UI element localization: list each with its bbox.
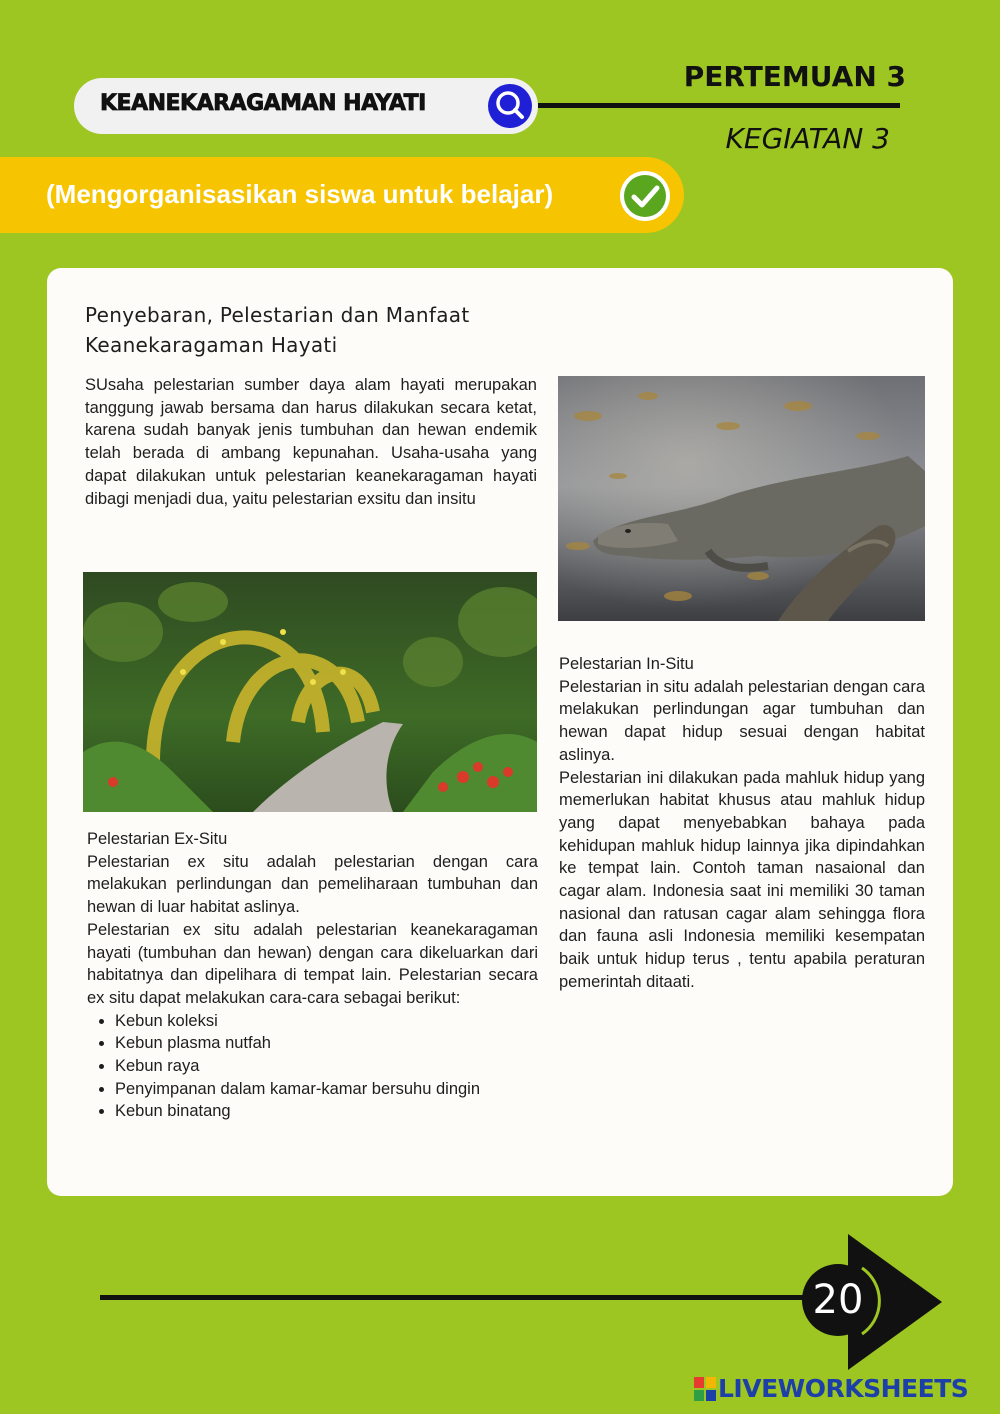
topic-title: KEANEKARAGAMAN HAYATI: [100, 91, 426, 116]
ex-situ-paragraph-1: Pelestarian ex situ adalah pelestarian dengan cara melakukan perlindungan dan pemeliharaan tumbuhan dan hewan di luar habitat aslinya.: [87, 852, 538, 917]
ex-situ-section: [87, 828, 538, 1123]
search-icon: [488, 84, 532, 128]
intro-paragraph: SUsaha pelestarian sumber daya alam hayati merupakan tanggung jawab bersama dan harus dilakukan secara ketat, karena sudah banyak jenis tumbuhan dan hewan endemik telah berada di ambang kepunahan. Usaha-usaha yang dapat dilakukan untuk pelestarian keanekaragaman hayati dibagi menjadi dua, yaitu pelestarian exsitu dan insitu: [85, 376, 537, 508]
komodo-photo: [558, 376, 925, 621]
ex-situ-list: [87, 1010, 538, 1124]
in-situ-paragraph-1: Pelestarian in situ adalah pelestarian dengan cara melakukan perlindungan agar tumbuhan dan hewan dapat hidup sesuai dengan habitat aslinya.: [559, 677, 925, 764]
in-situ-paragraph-2: Pelestarian ini dilakukan pada mahluk hidup yang memerlukan habitat khusus atau mahluk hidup yang dapat menyebabkan bahaya pada kehidupan mahluk hidup lainnya jika dipindahkan ke tempat lain. Contoh taman nasaional dan cagar alam. Indonesia saat ini memiliki 30 taman nasional dan ratusan cagar alam sehingga flora dan fauna asli Indonesia memiliki kesempatan baik untuk hidup terus , tentu apabila peraturan pemerintah ditaati.: [559, 768, 925, 991]
header-divider: [538, 103, 900, 108]
ex-situ-title: Pelestarian Ex-Situ: [87, 830, 228, 848]
step-banner: [0, 157, 684, 233]
page-number: 20: [812, 1277, 864, 1323]
list-item: • Penyimpanan dalam kamar-kamar bersuhu dingin: [115, 1078, 538, 1101]
step-text: (Mengorganisasikan siswa untuk belajar): [46, 179, 554, 209]
liveworksheets-brand: LIVEWORKSHEETS: [718, 1374, 969, 1403]
ex-situ-paragraph-2: Pelestarian ex situ adalah pelestarian keanekaragaman hayati (tumbuhan dan hewan) dengan cara dikeluarkan dari habitatnya dan dipelihara di tempat lain. Pelestarian secara ex situ dapat melakukan cara-cara sebagai berikut:: [87, 920, 538, 1007]
search-button[interactable]: [488, 84, 532, 128]
footer-divider: [100, 1295, 860, 1300]
in-situ-section: [559, 653, 925, 994]
topic-pill: [74, 78, 538, 134]
in-situ-title: Pelestarian In-Situ: [559, 655, 694, 673]
title-line-1: Penyebaran, Pelestarian dan Manfaat: [85, 303, 470, 327]
page-title: [85, 300, 515, 360]
list-item: • Kebun koleksi: [115, 1010, 538, 1033]
activity-label: KEGIATAN 3: [725, 122, 890, 155]
list-item: • Kebun raya: [115, 1055, 538, 1078]
title-line-2: Keanekaragaman Hayati: [85, 333, 338, 357]
meeting-label: PERTEMUAN 3: [683, 60, 906, 93]
garden-photo: [83, 572, 537, 812]
list-item: • Kebun plasma nutfah: [115, 1032, 538, 1055]
check-icon: [618, 169, 672, 223]
list-item: • Kebun binatang: [115, 1100, 538, 1123]
liveworksheets-grid-icon: [694, 1377, 716, 1401]
